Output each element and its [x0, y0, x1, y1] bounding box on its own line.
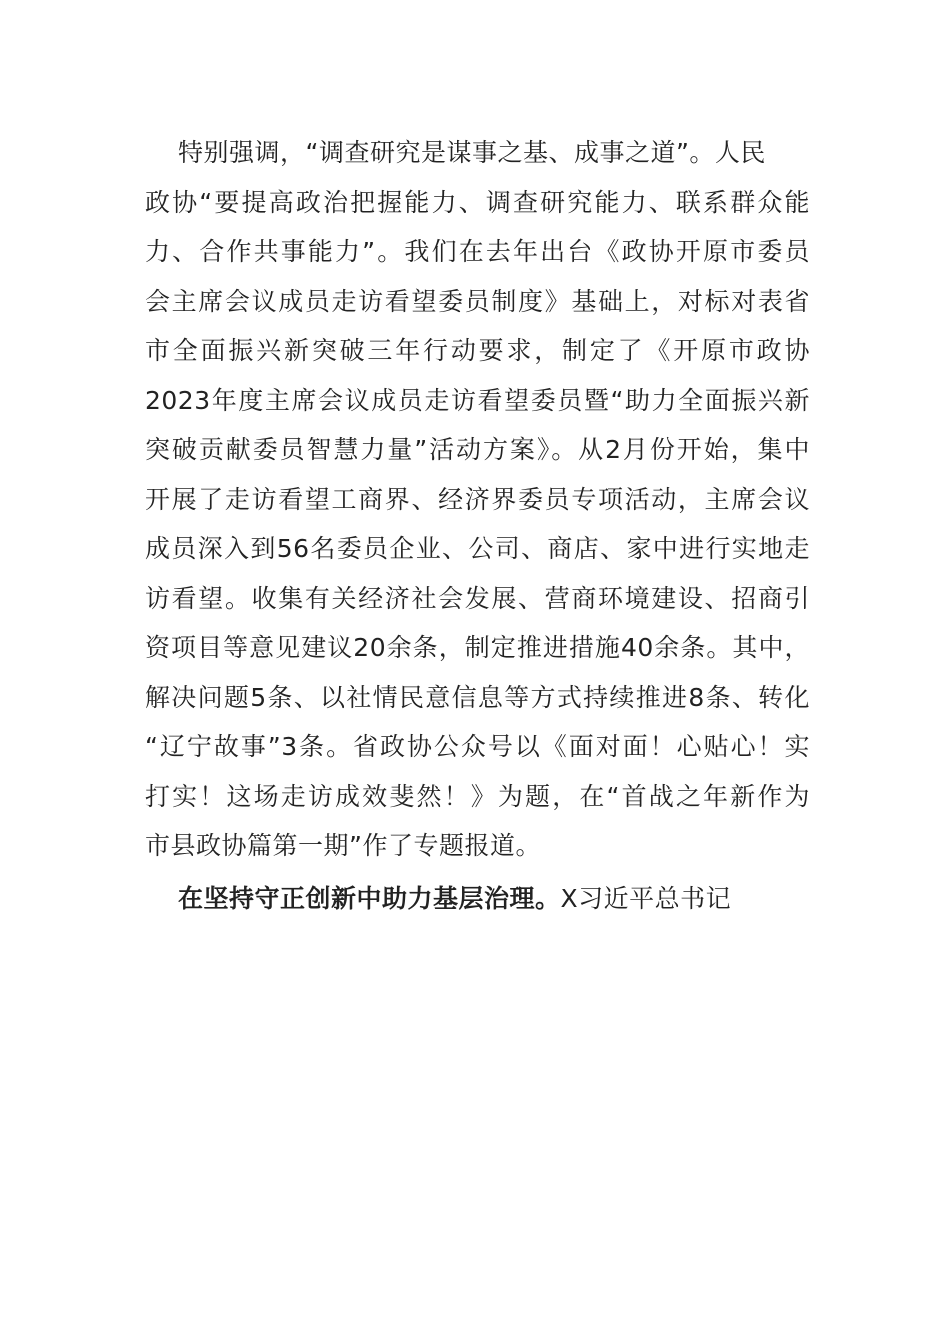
- paragraph-line: 打实！这场走访成效斐然！》为题，在“首战之年新作为: [145, 781, 810, 811]
- paragraph-line: 解决问题5条、以社情民意信息等方式持续推进8条、转化: [145, 682, 810, 712]
- paragraph-line: 成员深入到56名委员企业、公司、商店、家中进行实地走: [145, 534, 810, 563]
- paragraph-line: 特别强调，“调查研究是谋事之基、成事之道”。人民: [178, 138, 766, 167]
- paragraph-line: 突破贡献委员智慧力量”活动方案》。从2月份开始，集中: [145, 435, 810, 464]
- section-heading: 在坚持守正创新中助力基层治理。: [178, 883, 561, 913]
- paragraph-line: 会主席会议成员走访看望委员制度》基础上，对标对表省: [145, 286, 810, 316]
- paragraph-line: 访看望。收集有关经济社会发展、营商环境建设、招商引: [145, 583, 810, 613]
- paragraph-line: 资项目等意见建议20余条，制定推进措施40余条。其中，: [145, 633, 810, 662]
- paragraph-line: 市全面振兴新突破三年行动要求，制定了《开原市政协: [145, 336, 810, 365]
- paragraph-line: 开展了走访看望工商界、经济界委员专项活动，主席会议: [145, 484, 810, 514]
- paragraph-line: 政协“要提高政治把握能力、调查研究能力、联系群众能: [145, 187, 810, 217]
- paragraph-line: 力、合作共事能力”。我们在去年出台《政协开原市委员: [145, 237, 810, 266]
- paragraph-line: 2023年度主席会议成员走访看望委员暨“助力全面振兴新: [145, 385, 810, 415]
- paragraph-line: “辽宁故事”3条。省政协公众号以《面对面！心贴心！实: [145, 732, 810, 761]
- paragraph-2-line: [145, 874, 810, 924]
- paragraph-line: 市县政协篇第一期”作了专题报道。: [145, 831, 541, 860]
- section-text: X习近平总书记: [560, 883, 732, 913]
- document-body: [145, 128, 810, 923]
